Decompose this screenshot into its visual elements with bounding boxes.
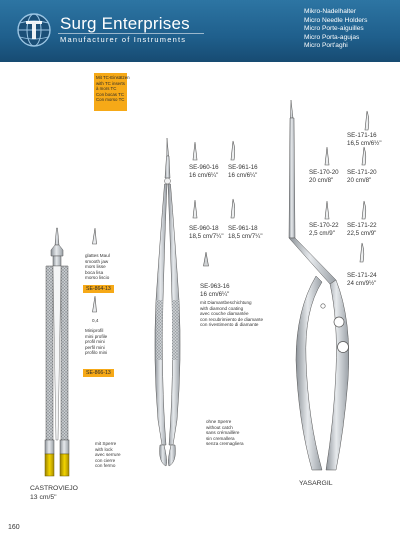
jaw-tip-963-16-icon bbox=[204, 252, 209, 266]
tc-text-en: with TC inserts bbox=[96, 80, 125, 86]
jaw-tip-961-16-icon bbox=[231, 141, 235, 160]
diamond-coating-text bbox=[200, 300, 263, 328]
profile-text-it: profilo mini bbox=[85, 350, 108, 356]
castroviejo-size: 13 cm/5" bbox=[30, 494, 57, 501]
lock-text bbox=[95, 441, 121, 469]
without-catch-text bbox=[206, 419, 244, 447]
profile-text-de: Miniprofil bbox=[85, 328, 104, 333]
lock-text-de: mit Sperre bbox=[95, 441, 117, 446]
size-171-22: 22,5 cm/9" bbox=[347, 230, 377, 237]
catch-text-es: sin cremallera bbox=[206, 435, 235, 441]
title-en: Micro Needle Holders bbox=[304, 16, 368, 24]
jaw-text-es: boca lisa bbox=[85, 269, 104, 275]
mini-profile-text bbox=[85, 328, 107, 356]
catch-text-en: without catch bbox=[206, 424, 233, 430]
size-963-16: 16 cm/6¼" bbox=[200, 291, 230, 298]
size-961-16: 16 cm/6¼" bbox=[228, 172, 258, 179]
yasargil-needle-holder bbox=[289, 100, 349, 470]
title-it: Micro Port'aghi bbox=[304, 42, 348, 50]
jaw-tip-961-18-icon bbox=[231, 199, 235, 218]
code-960-18: SE-960-18 bbox=[189, 225, 219, 232]
title-es: Micro Porta-agujas bbox=[304, 33, 360, 41]
tc-text-es: Con bocas TC bbox=[96, 91, 124, 97]
size-171-24: 24 cm/9½" bbox=[347, 280, 377, 287]
tc-text-fr: à mors TC bbox=[96, 86, 117, 92]
castroviejo-needle-holder bbox=[45, 228, 69, 476]
lock-text-en: with lock bbox=[95, 446, 113, 452]
jaw-tip-960-18-icon bbox=[193, 200, 197, 218]
smooth-jaw-tip-icon bbox=[93, 228, 97, 244]
jaw-tip-171-16-icon bbox=[365, 111, 369, 130]
castroviejo-name: CASTROVIEJO bbox=[30, 485, 78, 492]
code-171-16: SE-171-16 bbox=[347, 132, 377, 139]
code-170-20: SE-170-20 bbox=[309, 169, 339, 176]
profile-text-fr: profil mini bbox=[85, 339, 105, 345]
code-961-18: SE-961-18 bbox=[228, 225, 258, 232]
code-badge-864-13: SE-864-13 bbox=[83, 285, 114, 293]
size-04-label: 0,4 bbox=[92, 318, 99, 323]
code-170-22: SE-170-22 bbox=[309, 222, 339, 229]
jaw-tip-171-20-icon bbox=[362, 147, 366, 165]
size-961-18: 18,5 cm/7¼" bbox=[228, 233, 263, 240]
jaw-text-de: glattes Maul bbox=[85, 253, 110, 258]
size-960-18: 18,5 cm/7¼" bbox=[189, 233, 224, 240]
smooth-jaw-text bbox=[85, 253, 110, 281]
profile-text-en: mini profile bbox=[85, 333, 108, 339]
yasargil-name: YASARGIL bbox=[299, 480, 333, 487]
code-171-22: SE-171-22 bbox=[347, 222, 377, 229]
tc-text-it: Con morso TC bbox=[96, 97, 125, 103]
catch-text-fr: sans crémaillère bbox=[206, 430, 240, 436]
jaw-tip-170-20-icon bbox=[325, 147, 329, 165]
code-badge-866-13: SE-866-13 bbox=[83, 369, 114, 377]
mini-profile-tip-icon bbox=[93, 296, 97, 312]
size-171-20: 20 cm/8" bbox=[347, 177, 372, 184]
lock-text-fr: avec serrure bbox=[95, 452, 121, 458]
lock-text-it: con fermo bbox=[95, 463, 116, 469]
size-960-16: 16 cm/6¼" bbox=[189, 172, 219, 179]
code-960-16: SE-960-16 bbox=[189, 164, 219, 171]
page-number: 160 bbox=[8, 524, 20, 531]
tc-text-de: Mit TC-Einsätzen bbox=[96, 75, 130, 80]
diamond-text-es: con recubrimiento de diamante bbox=[200, 316, 264, 322]
diamond-text-fr: avec couche diamantée bbox=[200, 311, 249, 317]
code-963-16: SE-963-16 bbox=[200, 283, 230, 290]
diamond-text-de: mit Diamantbeschichtung bbox=[200, 300, 252, 305]
code-171-20: SE-171-20 bbox=[347, 169, 377, 176]
title-de: Mikro-Nadelhalter bbox=[304, 8, 357, 15]
size-170-22: 2,5 cm/9" bbox=[309, 230, 335, 237]
title-fr: Micro Porte-aiguilles bbox=[304, 25, 364, 33]
catch-text-it: senza cremagliera bbox=[206, 441, 244, 447]
jaw-text-en: smooth jaw bbox=[85, 258, 109, 264]
size-171-16: 16,5 cm/6½" bbox=[347, 140, 382, 147]
jaw-text-it: morso liscio bbox=[85, 275, 110, 281]
micro-needle-holder-middle bbox=[155, 138, 180, 466]
jaw-tip-171-22-icon bbox=[362, 201, 366, 219]
brand-name: Surg Enterprises bbox=[60, 14, 190, 33]
jaw-tip-170-22-icon bbox=[325, 201, 329, 219]
jaw-text-fr: mors lisse bbox=[85, 264, 106, 270]
catch-text-de: ohne Sperre bbox=[206, 419, 232, 424]
code-171-24: SE-171-24 bbox=[347, 272, 377, 279]
brand-tagline: Manufacturer of Instruments bbox=[60, 35, 187, 44]
diamond-text-en: with diamond coating bbox=[200, 305, 244, 311]
jaw-tip-960-16-icon bbox=[193, 142, 197, 160]
diamond-text-it: con rivestimento di diamante bbox=[200, 322, 259, 328]
lock-text-es: con cierre bbox=[95, 457, 116, 463]
jaw-tip-171-24-icon bbox=[360, 243, 364, 262]
code-961-16: SE-961-16 bbox=[228, 164, 258, 171]
size-170-20: 20 cm/8" bbox=[309, 177, 334, 184]
profile-text-es: perfil mini bbox=[85, 344, 105, 350]
